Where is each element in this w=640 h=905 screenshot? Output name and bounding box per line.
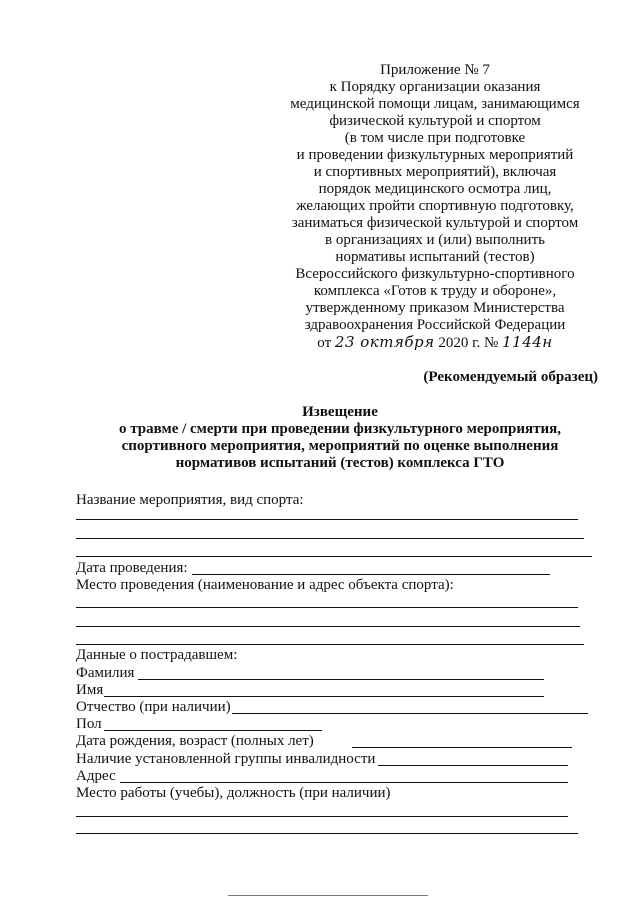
order-prefix: от bbox=[317, 335, 332, 351]
scan-edge-mark bbox=[228, 895, 428, 896]
appendix-line: нормативы испытаний (тестов) bbox=[335, 249, 535, 265]
appendix-line: и проведении физкультурных мероприятий bbox=[296, 147, 574, 163]
patronymic-label: Отчество (при наличии) bbox=[76, 699, 231, 715]
disability-label: Наличие установленной группы инвалидности bbox=[76, 751, 376, 767]
patronymic-line[interactable] bbox=[232, 713, 588, 714]
workplace-label: Место работы (учебы), должность (при наличии) bbox=[76, 785, 391, 801]
address-label: Адрес bbox=[76, 768, 116, 784]
appendix-line: здравоохранения Российской Федерации bbox=[304, 317, 566, 333]
appendix-line: в организациях и (или) выполнить bbox=[325, 232, 545, 248]
name-label: Имя bbox=[76, 682, 104, 698]
venue-label: Место проведения (наименование и адрес объекта спорта): bbox=[76, 577, 454, 593]
event-name-line-3[interactable] bbox=[76, 556, 592, 557]
venue-line-3[interactable] bbox=[76, 644, 584, 645]
venue-line-2[interactable] bbox=[76, 626, 580, 627]
notice-subtitle-line: нормативов испытаний (тестов) комплекса ГТО bbox=[175, 455, 505, 471]
order-year: 2020 г. № bbox=[438, 335, 499, 351]
appendix-line: порядок медицинского осмотра лиц, bbox=[318, 181, 552, 197]
appendix-line: заниматься физической культурой и спортом bbox=[291, 215, 579, 231]
event-date-label: Дата проведения: bbox=[76, 560, 188, 576]
handwritten-order-number: 1144н bbox=[502, 333, 553, 351]
surname-line[interactable] bbox=[138, 679, 544, 680]
workplace-line-2[interactable] bbox=[76, 833, 578, 834]
appendix-line: к Порядку организации оказания bbox=[329, 79, 541, 95]
victim-data-label: Данные о пострадавшем: bbox=[76, 647, 238, 663]
notice-subtitle-line: о травме / смерти при проведении физкультурного мероприятия, bbox=[118, 421, 561, 437]
disability-line[interactable] bbox=[378, 765, 568, 766]
gender-line[interactable] bbox=[104, 730, 322, 731]
event-name-label: Название мероприятия, вид спорта: bbox=[76, 492, 304, 508]
appendix-line: физической культурой и спортом bbox=[329, 113, 541, 129]
appendix-line: желающих пройти спортивную подготовку, bbox=[296, 198, 574, 214]
venue-line-1[interactable] bbox=[76, 607, 578, 608]
appendix-header bbox=[270, 62, 600, 352]
order-reference bbox=[270, 334, 600, 352]
appendix-line: комплекса «Готов к труду и обороне», bbox=[313, 283, 557, 299]
notice-subtitle bbox=[80, 421, 600, 472]
notice-subtitle-line: спортивного мероприятия, мероприятий по оценке выполнения bbox=[121, 438, 559, 454]
event-name-line-1[interactable] bbox=[76, 519, 578, 520]
appendix-line: утвержденному приказом Министерства bbox=[305, 300, 565, 316]
workplace-line-1[interactable] bbox=[76, 816, 568, 817]
appendix-line: и спортивных мероприятий), включая bbox=[313, 164, 557, 180]
appendix-line: (в том числе при подготовке bbox=[344, 130, 526, 146]
event-date-line[interactable] bbox=[192, 574, 550, 575]
address-line[interactable] bbox=[120, 782, 568, 783]
appendix-line: медицинской помощи лицам, занимающимся bbox=[290, 96, 580, 112]
appendix-line: Всероссийского физкультурно-спортивного bbox=[295, 266, 575, 282]
notice-title: Извещение bbox=[302, 404, 378, 420]
event-name-line-2[interactable] bbox=[76, 538, 584, 539]
recommended-sample-label: (Рекомендуемый образец) bbox=[423, 369, 598, 385]
gender-label: Пол bbox=[76, 716, 102, 732]
surname-label: Фамилия bbox=[76, 665, 135, 681]
handwritten-order-date: 23 октября bbox=[334, 333, 435, 351]
name-line[interactable] bbox=[104, 696, 544, 697]
appendix-line: Приложение № 7 bbox=[380, 62, 490, 78]
birth-age-line[interactable] bbox=[352, 747, 572, 748]
birth-age-label: Дата рождения, возраст (полных лет) bbox=[76, 733, 314, 749]
